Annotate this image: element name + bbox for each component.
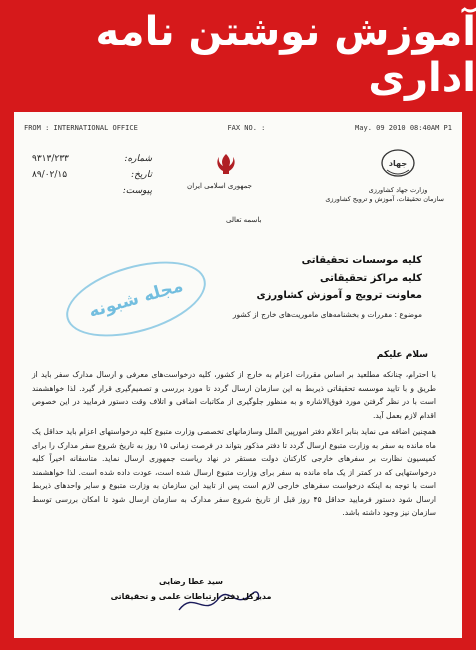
stamp-text: مجله شبونه <box>86 276 186 322</box>
recipient-3: معاونت ترویج و آموزش کشاورزی <box>256 290 422 301</box>
signer-title: مدیرکل دفتر ارتباطات علمی و تحقیقاتی <box>110 592 272 602</box>
recipients-block <box>202 252 422 305</box>
ministry-line-2: سازمان تحقیقات، آموزش و ترویج کشاورزی <box>325 195 444 204</box>
fax-number: FAX NO. : <box>227 124 266 132</box>
body-paragraph-2: همچنین اضافه می نماید بنابر اعلام دفتر امورپین الملل وسازمانهای تخصصی وزارت متبوع کلیه درخواستهای اعزام باید حداقل یک ماه مانده به سفر به وزارت متبوع ارسال گردد تا دفتر مذکور بتواند در فرصت زمانی ۱۵ روز به تاریخ شروع سفر مدارک را برای کمیسیون نظارت بر سفرهای خارجی کارکنان دولت مستقر در نهاد ریاست جمهوری ارسال نماید. متاسفانه اخیراً کلیه درخواستهایی که در کمتر از یک ماه مانده به سفر برای وزارت متبوع ارسال شده است، عودت داده شده است. لذا خواهشمند است با توجه به اینکه درخواست سفرهای خارجی لازم است پس از تایید این سازمان به وزارت متبوع و سایر واحدهای ذیربط ارسال شود دستور فرمایید حداقل ۴۵ روز قبل از تاریخ شروع سفر مدارک به سازمان ارسال شود تا امکان بررسی توسط سازمان نیز وجود داشته باشد. <box>32 427 437 518</box>
meta-date <box>32 170 152 180</box>
recipient-2: کلیه مراکز تحقیقاتی <box>320 272 422 284</box>
ministry-line-1: وزارت جهاد کشاورزی <box>368 186 428 194</box>
bismillah-tagline: باسمه تعالی <box>226 216 262 224</box>
banner-title: آموزش نوشتن نامه اداری <box>95 9 476 101</box>
fax-from: FROM : INTERNATIONAL OFFICE <box>24 124 138 132</box>
signature-block <box>106 574 276 604</box>
recipient-1: کلیه موسسات تحقیقاتی <box>301 255 422 266</box>
attachment-label: پیوست: <box>122 186 152 196</box>
letter-document <box>14 112 462 638</box>
body-paragraph-1: با احترام، چنانکه مطلعید بر اساس مقررات اعزام به خارج از کشور، کلیه درخواست‌های معرفی و ارسال مدارک سفر باید از طریق و با تایید موسسه تحقیقاتی ذیربط به این سازمان ارسال گردد تا مورد بررسی و تصمیم‌گیری قرار گیرد. لذا خواهشمند است با در نظر گرفتن مورد فوق‌الاشاره و به منظور جلوگیری از مکاتبات اضافی و اتلاف وقت دستور فرمایید در این خصوص اقدام لازم بعمل آید. <box>32 370 436 420</box>
ministry-lines <box>325 186 444 204</box>
republic-name: جمهوری اسلامی ایران <box>187 182 252 190</box>
banner <box>0 0 476 110</box>
logo-word: جهاد <box>388 159 408 168</box>
fax-header <box>24 124 452 132</box>
fax-datetime: May. 09 2010 08:40AM P1 <box>355 124 452 132</box>
watermark-stamp <box>58 247 215 350</box>
meta-number <box>32 154 152 164</box>
meta-attachment <box>32 186 152 196</box>
greeting: سلام علیکم <box>376 350 428 360</box>
number-label: شماره: <box>124 154 152 164</box>
iran-emblem-icon <box>215 152 237 178</box>
signer-name: سید عطا رضایی <box>158 577 224 586</box>
date-value: ۸۹/۰۲/۱۵ <box>32 170 68 180</box>
state-emblem <box>187 152 252 190</box>
date-label: تاریخ: <box>131 170 152 180</box>
jahad-logo-icon <box>379 148 417 182</box>
ministry-logo <box>325 148 444 204</box>
number-value: ۹۳۱۳/۲۳۳ <box>32 154 69 164</box>
letter-body <box>32 368 436 523</box>
letter-meta <box>32 154 152 202</box>
letter-subject: موضوع : مقررات و بخشنامه‌های ماموریت‌های خارج از کشور <box>232 310 422 319</box>
